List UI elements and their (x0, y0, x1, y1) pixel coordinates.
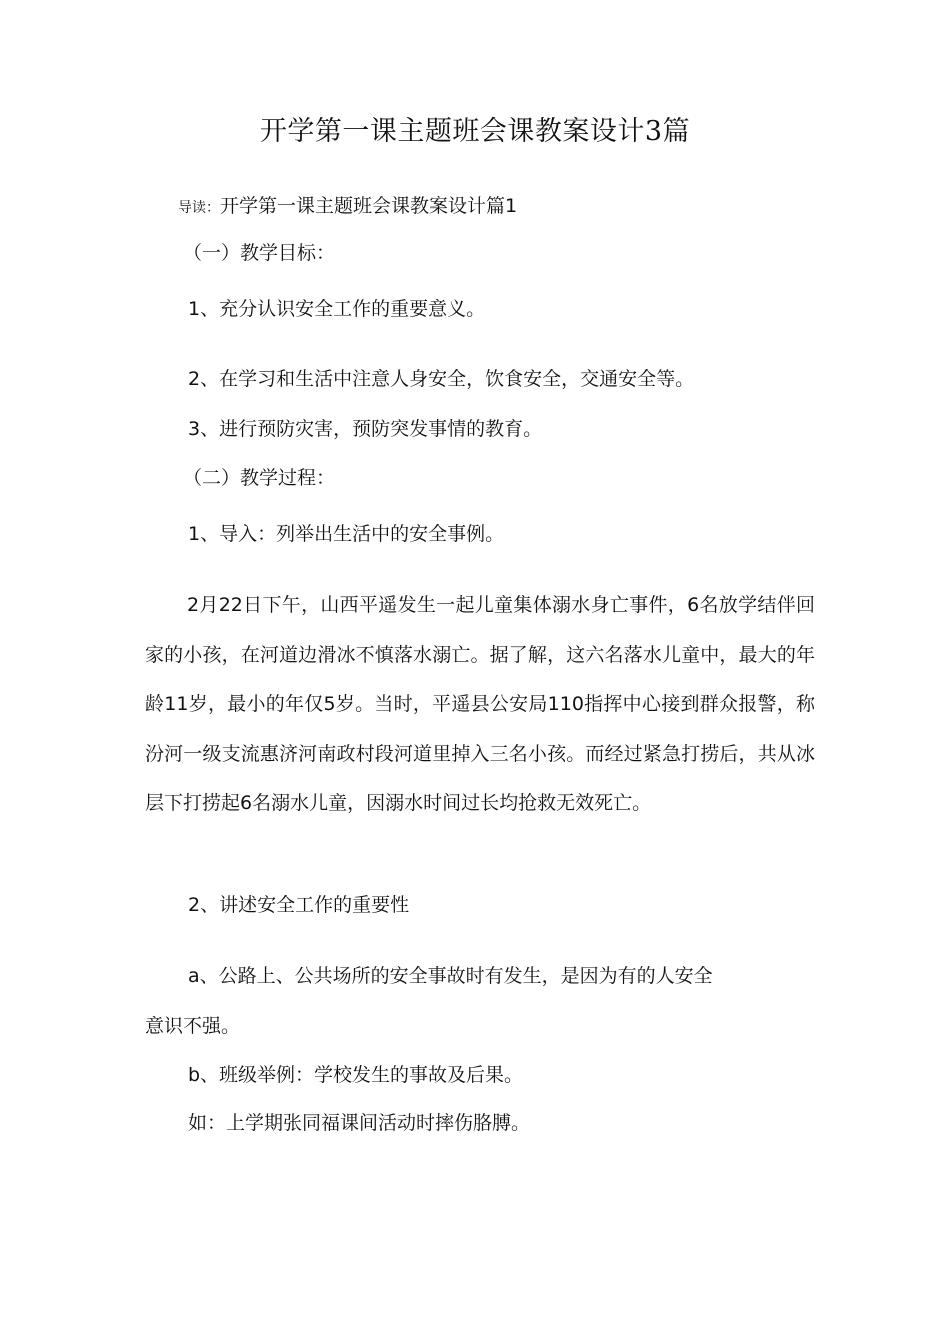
point-a-line-2: 意识不强。 (145, 1015, 241, 1037)
guide-text: 开学第一课主题班会课教案设计篇1 (220, 195, 518, 217)
case-paragraph: 2月22日下午，山西平遥发生一起儿童集体溺水身亡事件，6名放学结伴回家的小孩，在河道边滑冰不慎落水溺亡。据了解，这六名落水儿童中，最大的年龄11岁，最小的年仅5岁。当时，平遥县公安局110指挥中心接到群众报警，称汾河一级支流惠济河南政村段河道里掉入三名小孩。而经过紧急打捞后，共从冰层下打捞起6名溺水儿童，因溺水时间过长均抢救无效死亡。 (145, 594, 815, 814)
point-b: b、班级举例：学校发生的事故及后果。 (188, 1064, 524, 1086)
process-step-1: 1、导入：列举出生活中的安全事例。 (188, 523, 505, 545)
section-heading-process: （二）教学过程： (183, 467, 336, 489)
guide-label: 导读： (178, 200, 220, 216)
example-line: 如：上学期张同福课间活动时摔伤胳膊。 (188, 1112, 531, 1134)
goal-item-3: 3、进行预防灾害，预防突发事情的教育。 (188, 418, 543, 440)
point-a-line-1: a、公路上、公共场所的安全事故时有发生，是因为有的人安全 (188, 965, 713, 987)
process-step-2: 2、讲述安全工作的重要性 (188, 894, 410, 916)
document-title: 开学第一课主题班会课教案设计3篇 (259, 116, 691, 147)
section-heading-objectives: （一）教学目标： (183, 242, 336, 264)
guide-line (178, 193, 517, 221)
goal-item-1: 1、充分认识安全工作的重要意义。 (188, 298, 486, 320)
goal-item-2: 2、在学习和生活中注意人身安全，饮食安全，交通安全等。 (188, 368, 695, 390)
